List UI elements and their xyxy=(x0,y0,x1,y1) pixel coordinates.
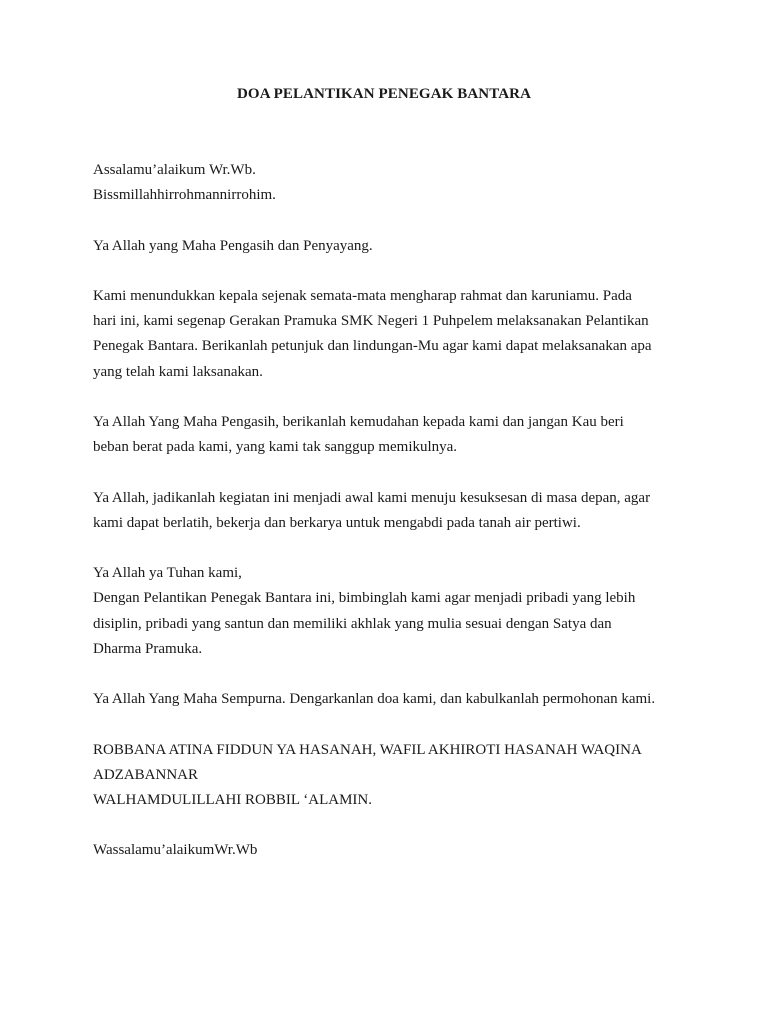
text-line: ROBBANA ATINA FIDDUN YA HASANAH, WAFIL AKHIROTI HASANAH WAQINA xyxy=(93,741,642,758)
paragraph-request xyxy=(93,687,693,712)
paragraph-success xyxy=(93,486,693,536)
text-line: hari ini, kami segenap Gerakan Pramuka SMK Negeri 1 Puhpelem melaksanakan Pelantikan xyxy=(93,313,649,330)
text-line: Ya Allah Yang Maha Sempurna. Dengarkanlan doa kami, dan kabulkanlah permohonan kami. xyxy=(93,691,656,708)
text-line: ADZABANNAR xyxy=(93,766,198,783)
text-line: Ya Allah, jadikanlah kegiatan ini menjadi awal kami menuju kesuksesan di masa depan, agar xyxy=(93,489,651,506)
text-line: kami dapat berlatih, bekerja dan berkarya untuk mengabdi pada tanah air pertiwi. xyxy=(93,514,581,531)
text-line: Dharma Pramuka. xyxy=(93,640,203,657)
text-line: Assalamu’alaikum Wr.Wb. xyxy=(93,162,256,178)
paragraph-ease xyxy=(93,410,693,460)
text-line: Ya Allah Yang Maha Pengasih, berikanlah kemudahan kepada kami dan jangan Kau beri xyxy=(93,413,624,430)
paragraph-farewell xyxy=(93,838,693,863)
paragraph-guidance xyxy=(93,561,693,662)
text-line: Wassalamu’alaikumWr.Wb xyxy=(93,842,258,859)
text-line: Bissmillahhirrohmannirrohim. xyxy=(93,187,276,204)
paragraph-greeting xyxy=(93,158,693,208)
paragraph-invocation xyxy=(93,234,693,259)
text-line: yang telah kami laksanakan. xyxy=(93,363,263,380)
document-body xyxy=(93,158,693,889)
text-line: Ya Allah ya Tuhan kami, xyxy=(93,565,242,582)
text-line: disiplin, pribadi yang santun dan memiliki akhlak yang mulia sesuai dengan Satya dan xyxy=(93,615,612,632)
document-title: DOA PELANTIKAN PENEGAK BANTARA xyxy=(237,86,531,102)
paragraph-closing-prayer xyxy=(93,738,693,814)
paragraph-opening xyxy=(93,284,693,385)
text-line: WALHAMDULILLAHI ROBBIL ‘ALAMIN. xyxy=(93,791,372,808)
text-line: Dengan Pelantikan Penegak Bantara ini, bimbinglah kami agar menjadi pribadi yang lebih xyxy=(93,590,636,607)
text-line: Penegak Bantara. Berikanlah petunjuk dan lindungan-Mu agar kami dapat melaksanakan apa xyxy=(93,338,652,355)
text-line: beban berat pada kami, yang kami tak sanggup memikulnya. xyxy=(93,439,458,456)
text-line: Kami menundukkan kepala sejenak semata-mata mengharap rahmat dan karuniamu. Pada xyxy=(93,287,632,304)
text-line: Ya Allah yang Maha Pengasih dan Penyayang. xyxy=(93,237,373,254)
